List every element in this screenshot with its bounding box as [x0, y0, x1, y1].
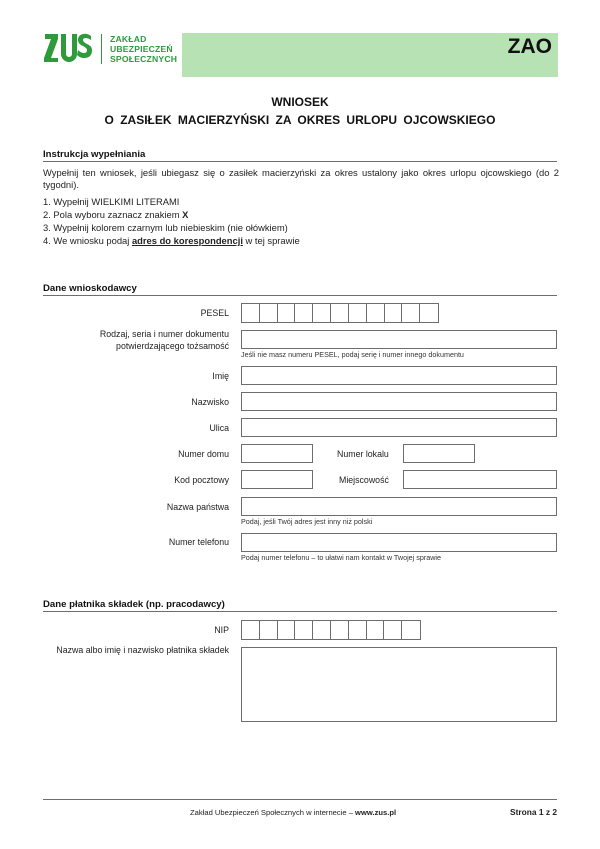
phone-input[interactable]	[241, 533, 557, 552]
nip-label: NIP	[214, 625, 229, 635]
postal-code-label: Kod pocztowy	[174, 475, 229, 485]
city-label: Miejscowość	[339, 475, 389, 485]
first-name-label: Imię	[212, 371, 229, 381]
instruction-item-2-mark: X	[182, 209, 189, 220]
payer-heading: Dane płatnika składek (np. pracodawcy)	[43, 599, 225, 610]
house-number-label: Numer domu	[178, 449, 229, 459]
instructions-rule	[43, 161, 557, 162]
instruction-item-2	[43, 209, 188, 221]
instructions-intro: Wypełnij ten wniosek, jeśli ubiegasz się o zasiłek macierzyński za okres ustalony jako okres urlopu ojcowskiego (do 2 tygodni).	[43, 167, 559, 190]
page-number: Strona 1 z 2	[509, 807, 557, 817]
footer-note-text: Zakład Ubezpieczeń Społecznych w internecie –	[190, 808, 356, 817]
document-label-line-2: potwierdzającego tożsamość	[116, 341, 229, 351]
pesel-digit-box[interactable]	[402, 304, 420, 322]
payer-name-input[interactable]	[241, 647, 557, 722]
street-input[interactable]	[241, 418, 557, 437]
footer-note	[190, 808, 396, 817]
nip-digit-box[interactable]	[349, 621, 367, 639]
pesel-digit-box[interactable]	[260, 304, 278, 322]
phone-label: Numer telefonu	[168, 537, 229, 547]
pesel-digit-box[interactable]	[420, 304, 438, 322]
pesel-digit-box[interactable]	[278, 304, 296, 322]
country-hint: Podaj, jeśli Twój adres jest inny niż polski	[241, 517, 373, 526]
pesel-input[interactable]	[241, 303, 439, 323]
instruction-item-4	[43, 235, 300, 247]
pesel-digit-box[interactable]	[367, 304, 385, 322]
form-title-line-2: O ZASIŁEK MACIERZYŃSKI ZA OKRES URLOPU OJCOWSKIEGO	[104, 113, 496, 127]
nip-input[interactable]	[241, 620, 421, 640]
instruction-item-4-text: 4. We wniosku podaj	[43, 235, 132, 246]
org-name-line-1: ZAKŁAD	[110, 34, 147, 44]
applicant-heading: Dane wnioskodawcy	[43, 283, 137, 294]
postal-code-input[interactable]	[241, 470, 313, 489]
form-title-line-1: WNIOSEK	[271, 95, 329, 109]
nip-digit-box[interactable]	[331, 621, 349, 639]
flat-number-input[interactable]	[403, 444, 475, 463]
nip-digit-box[interactable]	[402, 621, 420, 639]
document-number-input[interactable]	[241, 330, 557, 349]
instruction-item-4-suffix: w tej sprawie	[242, 235, 300, 246]
city-input[interactable]	[403, 470, 557, 489]
footer-url[interactable]: www.zus.pl	[355, 808, 397, 817]
footer-rule	[43, 799, 557, 800]
street-label: Ulica	[209, 423, 229, 433]
nip-digit-box[interactable]	[384, 621, 402, 639]
payer-name-label: Nazwa albo imię i nazwisko płatnika składek	[56, 645, 229, 655]
last-name-input[interactable]	[241, 392, 557, 411]
flat-number-label: Numer lokalu	[337, 449, 389, 459]
document-hint: Jeśli nie masz numeru PESEL, podaj serię i numer innego dokumentu	[241, 350, 464, 359]
pesel-digit-box[interactable]	[313, 304, 331, 322]
country-label: Nazwa państwa	[166, 502, 229, 512]
nip-digit-box[interactable]	[295, 621, 313, 639]
instruction-item-3: 3. Wypełnij kolorem czarnym lub niebieskim (nie ołówkiem)	[43, 222, 288, 233]
instructions-heading: Instrukcja wypełniania	[43, 149, 146, 160]
zus-logo	[44, 31, 92, 65]
pesel-digit-box[interactable]	[385, 304, 403, 322]
pesel-label: PESEL	[200, 308, 229, 318]
form-code: ZAO	[507, 35, 552, 58]
applicant-rule	[43, 295, 557, 296]
instruction-item-4-bold: adres do korespondencji	[131, 235, 243, 246]
instruction-item-2-text: 2. Pola wyboru zaznacz znakiem	[43, 209, 183, 220]
nip-digit-box[interactable]	[278, 621, 296, 639]
pesel-digit-box[interactable]	[295, 304, 313, 322]
pesel-digit-box[interactable]	[242, 304, 260, 322]
document-label-line-1: Rodzaj, seria i numer dokumentu	[99, 329, 229, 339]
nip-digit-box[interactable]	[313, 621, 331, 639]
last-name-label: Nazwisko	[191, 397, 229, 407]
pesel-digit-box[interactable]	[349, 304, 367, 322]
house-number-input[interactable]	[241, 444, 313, 463]
nip-digit-box[interactable]	[242, 621, 260, 639]
payer-rule	[43, 611, 557, 612]
org-name-line-3: SPOŁECZNYCH	[110, 54, 178, 64]
pesel-digit-box[interactable]	[331, 304, 349, 322]
nip-digit-box[interactable]	[367, 621, 385, 639]
instruction-item-1: 1. Wypełnij WIELKIMI LITERAMI	[43, 196, 180, 207]
country-input[interactable]	[241, 497, 557, 516]
org-name-line-2: UBEZPIECZEŃ	[110, 44, 173, 54]
logo-divider	[101, 34, 102, 64]
first-name-input[interactable]	[241, 366, 557, 385]
nip-digit-box[interactable]	[260, 621, 278, 639]
phone-hint: Podaj numer telefonu – to ułatwi nam kontakt w Twojej sprawie	[241, 553, 442, 562]
